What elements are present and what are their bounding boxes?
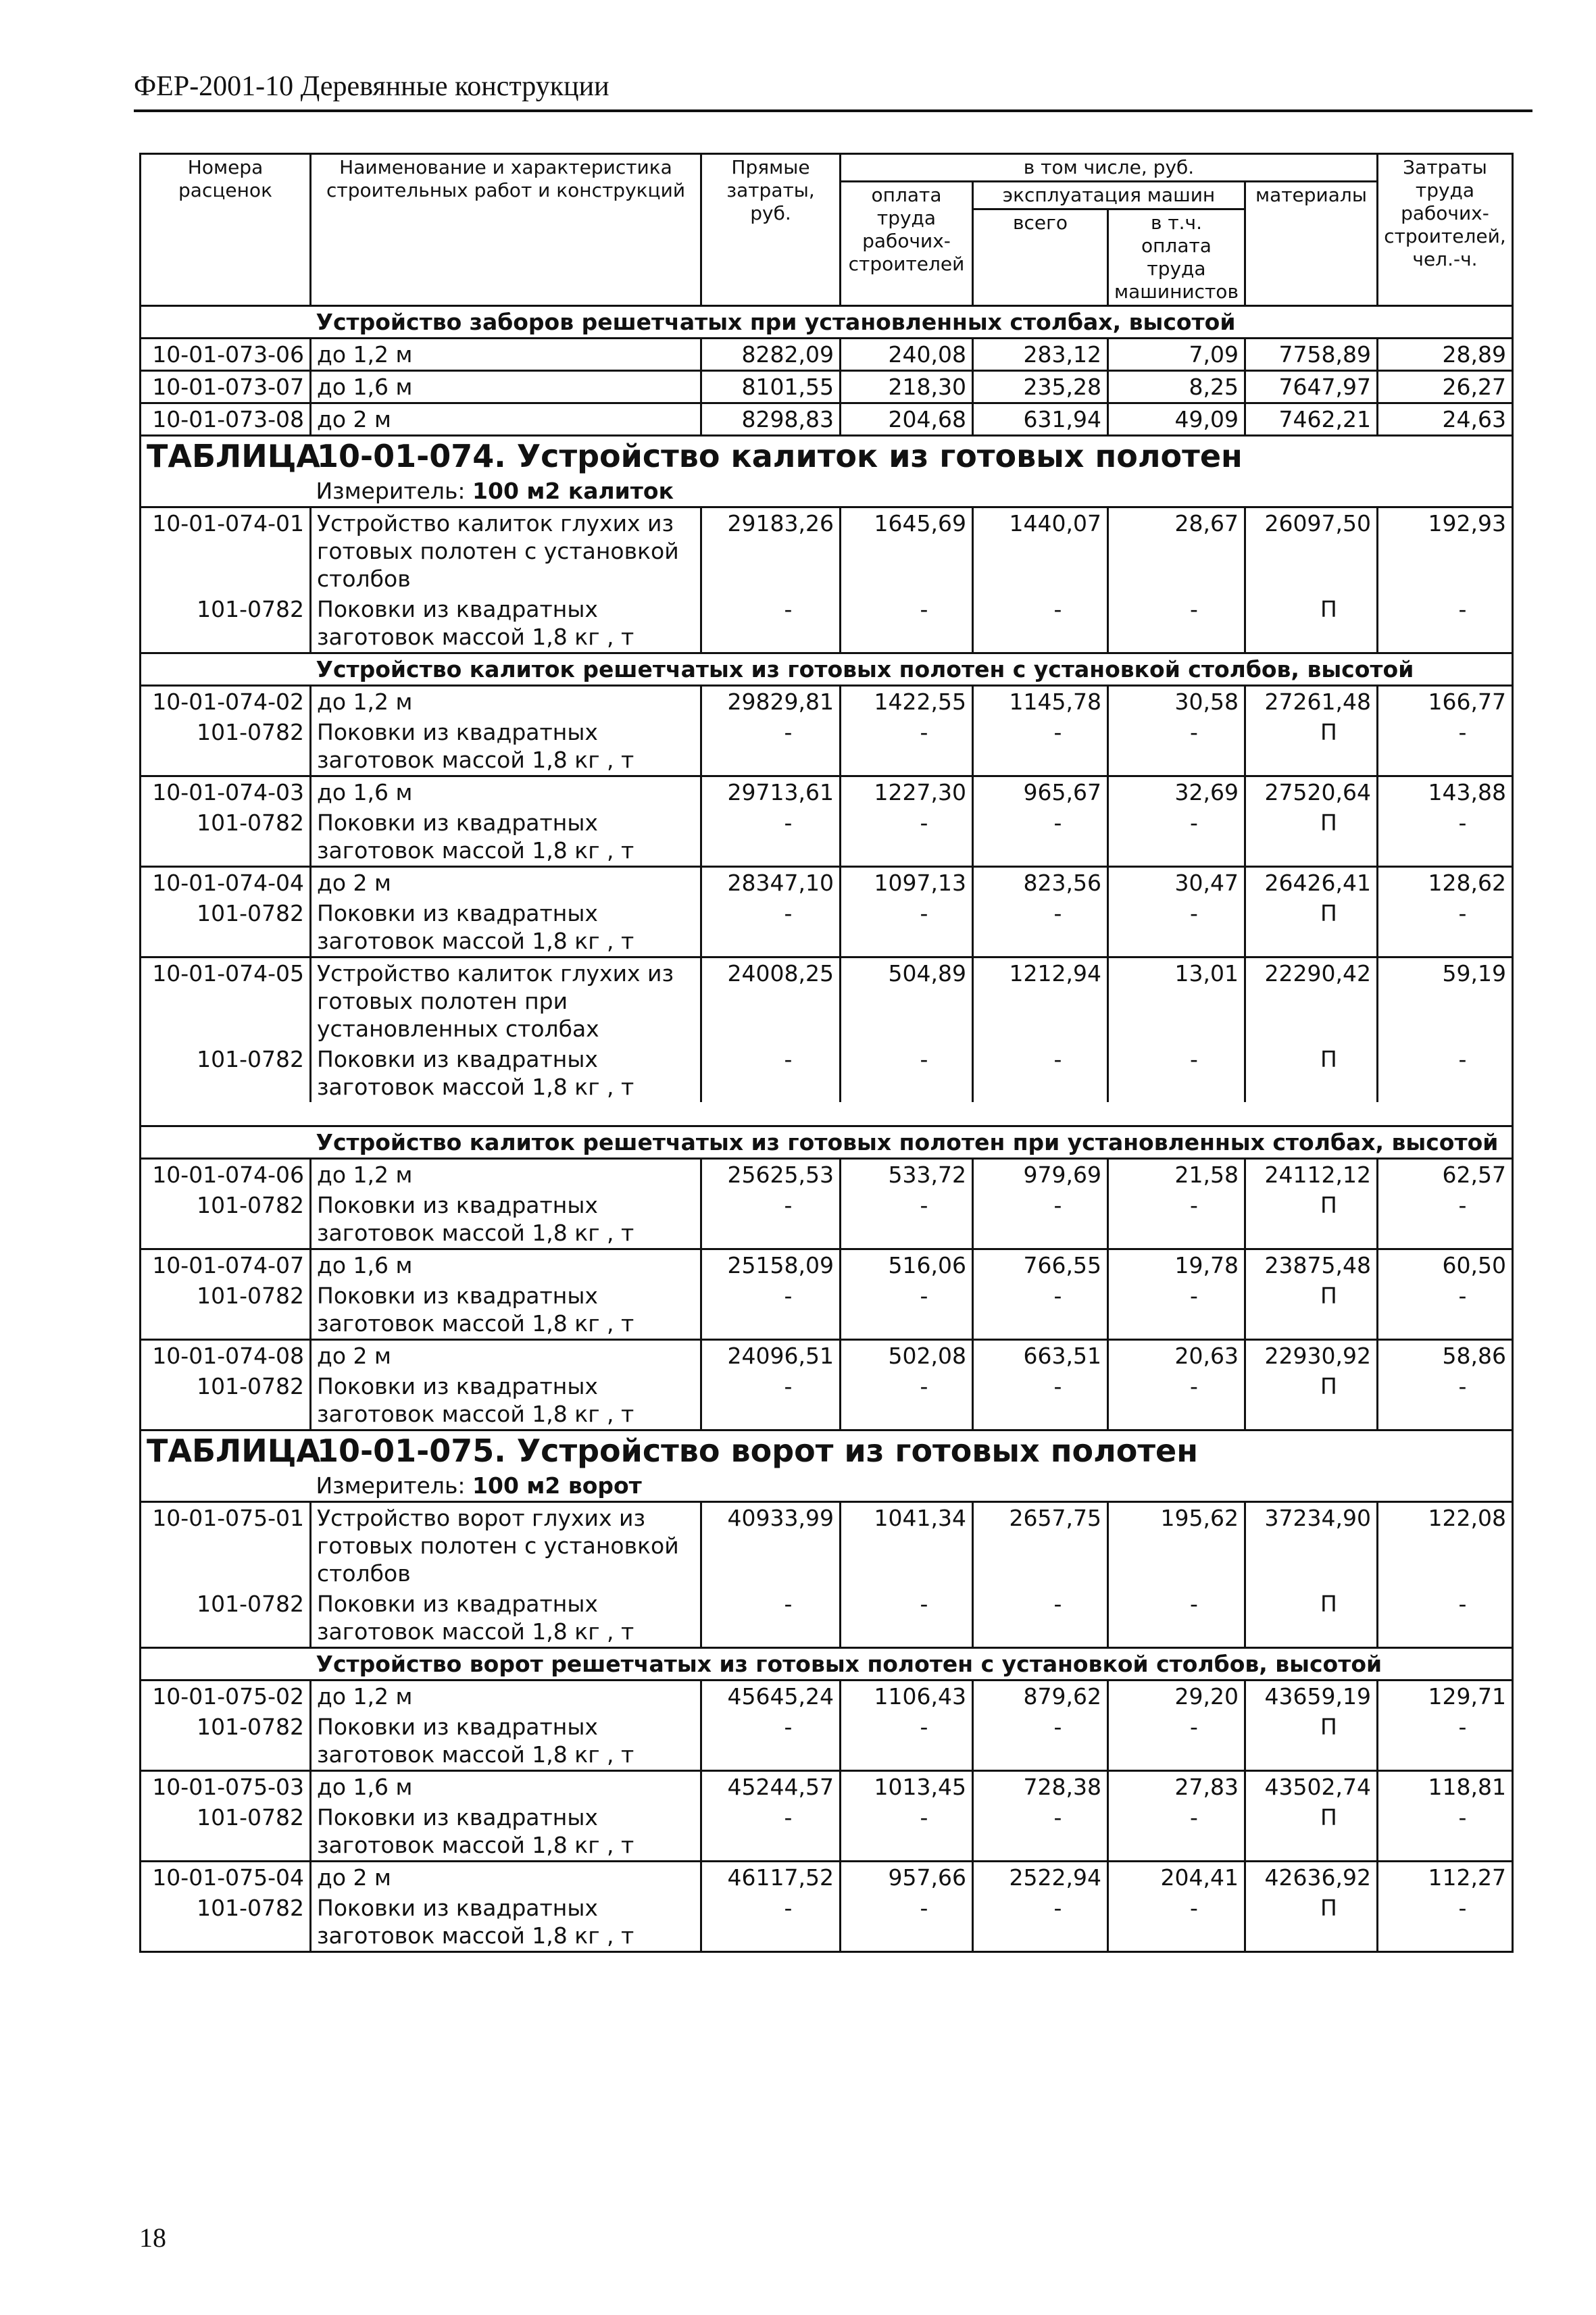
- cell-direct: -: [701, 594, 841, 653]
- cell-code: 10-01-074-01: [141, 507, 311, 595]
- cell-wages: 1645,69: [841, 507, 973, 595]
- cell-labor: -: [1377, 1280, 1512, 1340]
- cell-direct: -: [701, 717, 841, 776]
- col-name-header: Наименование и характеристика строительных работ и конструкций: [311, 154, 701, 306]
- cell-mach: 823,56: [973, 867, 1108, 899]
- cell-mat: П: [1245, 898, 1377, 957]
- cell-wages: 504,89: [841, 957, 973, 1045]
- table-row: [141, 686, 1513, 718]
- resource-row: [141, 1371, 1513, 1430]
- cell-name: Поковки из квадратных заготовок массой 1,8 кг , т: [311, 594, 701, 653]
- cell-labor: -: [1377, 1712, 1512, 1771]
- header-rule: [134, 109, 1532, 112]
- cell-labor: 112,27: [1377, 1862, 1512, 1893]
- cell-mach: -: [973, 717, 1108, 776]
- cell-labor: 59,19: [1377, 957, 1512, 1045]
- table-row: [141, 1502, 1513, 1589]
- cell-mach: 766,55: [973, 1249, 1108, 1281]
- measure-unit-value: 100 м2 калиток: [472, 478, 674, 504]
- resource-row: [141, 1190, 1513, 1249]
- cell-mat: 7647,97: [1245, 371, 1377, 403]
- cell-mat: П: [1245, 717, 1377, 776]
- cell-name: Устройство ворот глухих из готовых полотен с установкой столбов: [311, 1502, 701, 1589]
- cell-name: Поковки из квадратных заготовок массой 1,8 кг , т: [311, 1280, 701, 1340]
- cell-labor: 129,71: [1377, 1681, 1512, 1712]
- cell-mach: -: [973, 594, 1108, 653]
- cell-mach_w: -: [1108, 1712, 1245, 1771]
- cell-name: Поковки из квадратных заготовок массой 1,8 кг , т: [311, 1712, 701, 1771]
- cell-mach: -: [973, 1589, 1108, 1648]
- cell-mat: 27261,48: [1245, 686, 1377, 718]
- cell-code: 10-01-074-06: [141, 1159, 311, 1191]
- cell-name: Поковки из квадратных заготовок массой 1,8 кг , т: [311, 1371, 701, 1430]
- cell-mach_w: 7,09: [1108, 339, 1245, 371]
- cell-labor: -: [1377, 1802, 1512, 1862]
- cell-mat: 22290,42: [1245, 957, 1377, 1045]
- spacer-row: [141, 1102, 1513, 1126]
- cell-mach_w: -: [1108, 1280, 1245, 1340]
- cell-wages: 1422,55: [841, 686, 973, 718]
- cell-direct: -: [701, 1371, 841, 1430]
- cell-labor: -: [1377, 717, 1512, 776]
- cell-labor: 24,63: [1377, 403, 1512, 436]
- cell-name: Поковки из квадратных заготовок массой 1,8 кг , т: [311, 807, 701, 867]
- cell-mach: 631,94: [973, 403, 1108, 436]
- cell-direct: 45645,24: [701, 1681, 841, 1712]
- cell-wages: 1013,45: [841, 1771, 973, 1803]
- cell-direct: 8101,55: [701, 371, 841, 403]
- cell-direct: 29183,26: [701, 507, 841, 595]
- cell-wages: -: [841, 898, 973, 957]
- cell-mat: 37234,90: [1245, 1502, 1377, 1589]
- cell-code: 10-01-073-07: [141, 371, 311, 403]
- table-label: ТАБЛИЦА: [147, 1433, 321, 1469]
- table-row: [141, 1249, 1513, 1281]
- cell-mach: 2522,94: [973, 1862, 1108, 1893]
- cell-code: 101-0782: [141, 1371, 311, 1430]
- cell-labor: -: [1377, 1589, 1512, 1648]
- cell-wages: 1097,13: [841, 867, 973, 899]
- cell-code: 101-0782: [141, 594, 311, 653]
- section-heading: Устройство калиток решетчатых из готовых полотен при установленных столбах, высотой: [311, 1126, 1513, 1159]
- cell-labor: -: [1377, 898, 1512, 957]
- cell-labor: 166,77: [1377, 686, 1512, 718]
- cell-wages: 1227,30: [841, 776, 973, 808]
- cell-mat: П: [1245, 1280, 1377, 1340]
- cell-mat: 26426,41: [1245, 867, 1377, 899]
- cell-mat: П: [1245, 1893, 1377, 1952]
- cell-direct: -: [701, 1280, 841, 1340]
- page-number: 18: [139, 2222, 166, 2253]
- cell-wages: -: [841, 717, 973, 776]
- table-row: [141, 867, 1513, 899]
- cell-code: 101-0782: [141, 1044, 311, 1102]
- cell-direct: 24096,51: [701, 1340, 841, 1372]
- resource-row: [141, 1893, 1513, 1952]
- cell-wages: -: [841, 807, 973, 867]
- cell-code: 10-01-074-02: [141, 686, 311, 718]
- cell-mach_w: -: [1108, 1190, 1245, 1249]
- cell-mat: П: [1245, 1044, 1377, 1102]
- cell-wages: 502,08: [841, 1340, 973, 1372]
- col-machines-group-header: эксплуатация машин: [973, 182, 1245, 209]
- cell-mach_w: -: [1108, 1893, 1245, 1952]
- cell-code: 10-01-074-03: [141, 776, 311, 808]
- table-title-row: [141, 1430, 1513, 1471]
- cell-mach: 1440,07: [973, 507, 1108, 595]
- cell-wages: -: [841, 1893, 973, 1952]
- resource-row: [141, 898, 1513, 957]
- cell-code: 10-01-074-07: [141, 1249, 311, 1281]
- resource-row: [141, 807, 1513, 867]
- cell-name: Поковки из квадратных заготовок массой 1,8 кг , т: [311, 717, 701, 776]
- cell-labor: 118,81: [1377, 1771, 1512, 1803]
- cell-code: 10-01-074-05: [141, 957, 311, 1045]
- cell-name: до 1,6 м: [311, 371, 701, 403]
- cell-wages: 516,06: [841, 1249, 973, 1281]
- cell-name: Поковки из квадратных заготовок массой 1,8 кг , т: [311, 1190, 701, 1249]
- table-row: [141, 776, 1513, 808]
- cell-wages: -: [841, 1802, 973, 1862]
- cell-name: до 1,2 м: [311, 339, 701, 371]
- cell-name: Устройство калиток глухих из готовых полотен с установкой столбов: [311, 507, 701, 595]
- table-row: [141, 957, 1513, 1045]
- table-row: [141, 1862, 1513, 1893]
- measure-unit-value: 100 м2 ворот: [472, 1472, 642, 1499]
- cell-name: Поковки из квадратных заготовок массой 1,8 кг , т: [311, 1802, 701, 1862]
- cell-mach: -: [973, 1712, 1108, 1771]
- measure-unit-row: [141, 1470, 1513, 1502]
- cell-name: до 2 м: [311, 867, 701, 899]
- cell-mat: 22930,92: [1245, 1340, 1377, 1372]
- cell-name: до 1,6 м: [311, 1249, 701, 1281]
- cell-code: 101-0782: [141, 1802, 311, 1862]
- cell-mach_w: 13,01: [1108, 957, 1245, 1045]
- cell-labor: 128,62: [1377, 867, 1512, 899]
- cell-mach: 728,38: [973, 1771, 1108, 1803]
- cell-mach: 283,12: [973, 339, 1108, 371]
- col-machines-total-header: всего: [973, 209, 1108, 306]
- section-heading: Устройство калиток решетчатых из готовых полотен с установкой столбов, высотой: [311, 653, 1513, 686]
- section-heading-row: [141, 306, 1513, 339]
- resource-row: [141, 1802, 1513, 1862]
- cell-direct: 24008,25: [701, 957, 841, 1045]
- cell-code: 101-0782: [141, 1893, 311, 1952]
- cell-code: 101-0782: [141, 717, 311, 776]
- cell-mat: П: [1245, 1371, 1377, 1430]
- cell-code: 101-0782: [141, 807, 311, 867]
- cell-name: до 1,6 м: [311, 776, 701, 808]
- cell-mach: 1145,78: [973, 686, 1108, 718]
- cell-mach: -: [973, 1371, 1108, 1430]
- table-row: [141, 507, 1513, 595]
- cell-direct: 46117,52: [701, 1862, 841, 1893]
- table-title: 10-01-074. Устройство калиток из готовых полотен: [317, 438, 1243, 474]
- cell-mat: 23875,48: [1245, 1249, 1377, 1281]
- cell-labor: 28,89: [1377, 339, 1512, 371]
- section-heading: Устройство ворот решетчатых из готовых полотен с установкой столбов, высотой: [311, 1648, 1513, 1681]
- cell-wages: 533,72: [841, 1159, 973, 1191]
- cell-mach: -: [973, 807, 1108, 867]
- cell-mach_w: 30,58: [1108, 686, 1245, 718]
- cell-mach_w: -: [1108, 1802, 1245, 1862]
- cell-direct: 28347,10: [701, 867, 841, 899]
- cell-mach_w: 8,25: [1108, 371, 1245, 403]
- cell-mach: -: [973, 1044, 1108, 1102]
- cell-direct: 8298,83: [701, 403, 841, 436]
- cell-mach_w: -: [1108, 807, 1245, 867]
- cell-mach: -: [973, 1190, 1108, 1249]
- cell-labor: 62,57: [1377, 1159, 1512, 1191]
- cell-code: 10-01-075-04: [141, 1862, 311, 1893]
- cell-code: 10-01-073-06: [141, 339, 311, 371]
- section-heading-row: [141, 653, 1513, 686]
- cell-code: 10-01-075-02: [141, 1681, 311, 1712]
- cell-wages: 204,68: [841, 403, 973, 436]
- cell-labor: 192,93: [1377, 507, 1512, 595]
- cell-mach: 1212,94: [973, 957, 1108, 1045]
- cell-mat: П: [1245, 1589, 1377, 1648]
- cell-mach_w: 204,41: [1108, 1862, 1245, 1893]
- cell-direct: -: [701, 1712, 841, 1771]
- cell-name: до 1,2 м: [311, 686, 701, 718]
- cell-direct: -: [701, 1893, 841, 1952]
- cell-labor: 122,08: [1377, 1502, 1512, 1589]
- cell-mat: 27520,64: [1245, 776, 1377, 808]
- cell-mach: 235,28: [973, 371, 1108, 403]
- cell-direct: 45244,57: [701, 1771, 841, 1803]
- cell-mach: 979,69: [973, 1159, 1108, 1191]
- resource-row: [141, 1589, 1513, 1648]
- table-row: [141, 1159, 1513, 1191]
- cell-wages: -: [841, 1589, 973, 1648]
- table-row: [141, 371, 1513, 403]
- cell-name: Поковки из квадратных заготовок массой 1,8 кг , т: [311, 1893, 701, 1952]
- cell-mach_w: 49,09: [1108, 403, 1245, 436]
- cell-mat: 7758,89: [1245, 339, 1377, 371]
- measure-unit-row: [141, 476, 1513, 507]
- cell-name: до 2 м: [311, 1862, 701, 1893]
- cell-mach: -: [973, 898, 1108, 957]
- cell-code: 10-01-075-01: [141, 1502, 311, 1589]
- cell-labor: -: [1377, 1044, 1512, 1102]
- cell-name: до 2 м: [311, 1340, 701, 1372]
- cell-direct: -: [701, 1044, 841, 1102]
- resource-row: [141, 1044, 1513, 1102]
- cell-labor: -: [1377, 1190, 1512, 1249]
- cell-wages: 240,08: [841, 339, 973, 371]
- cell-name: Поковки из квадратных заготовок массой 1,8 кг , т: [311, 898, 701, 957]
- cell-wages: -: [841, 594, 973, 653]
- cell-code: 10-01-074-04: [141, 867, 311, 899]
- cell-code: 101-0782: [141, 1589, 311, 1648]
- cell-mach: 879,62: [973, 1681, 1108, 1712]
- table-label: ТАБЛИЦА: [147, 438, 321, 474]
- cell-mat: 7462,21: [1245, 403, 1377, 436]
- cell-labor: -: [1377, 807, 1512, 867]
- page-header: ФЕР-2001-10 Деревянные конструкции: [134, 71, 609, 102]
- cell-code: 101-0782: [141, 1712, 311, 1771]
- cell-mach_w: 21,58: [1108, 1159, 1245, 1191]
- cell-direct: 8282,09: [701, 339, 841, 371]
- cell-mat: П: [1245, 594, 1377, 653]
- cell-mach_w: 32,69: [1108, 776, 1245, 808]
- table-title-row: [141, 436, 1513, 476]
- measure-unit-label: Измеритель:: [316, 478, 466, 504]
- cell-code: 101-0782: [141, 1190, 311, 1249]
- table-body: [141, 306, 1513, 1952]
- cell-mach_w: 29,20: [1108, 1681, 1245, 1712]
- cell-code: 101-0782: [141, 898, 311, 957]
- cell-name: до 1,2 м: [311, 1681, 701, 1712]
- cell-wages: -: [841, 1190, 973, 1249]
- cell-mat: П: [1245, 1712, 1377, 1771]
- col-wages-header: оплата труда рабочих-строителей: [841, 182, 973, 306]
- col-machines-wages-header: в т.ч. оплата труда машинистов: [1108, 209, 1245, 306]
- cell-wages: -: [841, 1712, 973, 1771]
- cell-mach_w: -: [1108, 1044, 1245, 1102]
- section-heading-row: [141, 1648, 1513, 1681]
- cell-mach: 965,67: [973, 776, 1108, 808]
- cell-direct: 25625,53: [701, 1159, 841, 1191]
- section-heading-row: [141, 1126, 1513, 1159]
- col-incl-group-header: в том числе, руб.: [841, 154, 1378, 182]
- resource-row: [141, 1712, 1513, 1771]
- cell-name: до 1,2 м: [311, 1159, 701, 1191]
- cell-mat: П: [1245, 1190, 1377, 1249]
- cell-mach: -: [973, 1280, 1108, 1340]
- cell-wages: 1041,34: [841, 1502, 973, 1589]
- cell-mat: 43502,74: [1245, 1771, 1377, 1803]
- cell-mat: П: [1245, 1802, 1377, 1862]
- cell-name: до 2 м: [311, 403, 701, 436]
- cell-name: Поковки из квадратных заготовок массой 1,8 кг , т: [311, 1589, 701, 1648]
- cell-direct: -: [701, 1190, 841, 1249]
- cell-mach: 2657,75: [973, 1502, 1108, 1589]
- cell-mat: 26097,50: [1245, 507, 1377, 595]
- cell-mach_w: -: [1108, 1371, 1245, 1430]
- cell-mach: 663,51: [973, 1340, 1108, 1372]
- cell-wages: -: [841, 1371, 973, 1430]
- resource-row: [141, 1280, 1513, 1340]
- cell-labor: -: [1377, 1371, 1512, 1430]
- table-title: 10-01-075. Устройство ворот из готовых полотен: [317, 1433, 1199, 1469]
- cell-code: 10-01-074-08: [141, 1340, 311, 1372]
- cell-mach_w: 30,47: [1108, 867, 1245, 899]
- cell-labor: 58,86: [1377, 1340, 1512, 1372]
- cell-code: 10-01-075-03: [141, 1771, 311, 1803]
- cell-labor: 143,88: [1377, 776, 1512, 808]
- cell-wages: 218,30: [841, 371, 973, 403]
- cell-mat: 42636,92: [1245, 1862, 1377, 1893]
- cell-direct: 40933,99: [701, 1502, 841, 1589]
- cell-direct: -: [701, 898, 841, 957]
- cell-direct: 25158,09: [701, 1249, 841, 1281]
- section-heading: Устройство заборов решетчатых при установленных столбах, высотой: [311, 306, 1513, 339]
- cell-mach_w: 195,62: [1108, 1502, 1245, 1589]
- cell-code: 10-01-073-08: [141, 403, 311, 436]
- cell-mach: -: [973, 1802, 1108, 1862]
- cell-mat: П: [1245, 807, 1377, 867]
- cell-mach_w: -: [1108, 898, 1245, 957]
- cell-mach_w: 27,83: [1108, 1771, 1245, 1803]
- cell-mach: -: [973, 1893, 1108, 1952]
- cell-mach_w: 28,67: [1108, 507, 1245, 595]
- col-code-header: Номера расценок: [141, 154, 311, 306]
- col-direct-header: Прямые затраты, руб.: [701, 154, 841, 306]
- resource-row: [141, 594, 1513, 653]
- cell-labor: -: [1377, 1893, 1512, 1952]
- table-row: [141, 1340, 1513, 1372]
- cell-direct: 29713,61: [701, 776, 841, 808]
- cell-mat: 43659,19: [1245, 1681, 1377, 1712]
- cell-mach_w: 20,63: [1108, 1340, 1245, 1372]
- cell-mach_w: -: [1108, 717, 1245, 776]
- cell-direct: -: [701, 1802, 841, 1862]
- cell-wages: 1106,43: [841, 1681, 973, 1712]
- cell-direct: 29829,81: [701, 686, 841, 718]
- cell-name: Устройство калиток глухих из готовых полотен при установленных столбах: [311, 957, 701, 1045]
- cell-name: до 1,6 м: [311, 1771, 701, 1803]
- table-row: [141, 1771, 1513, 1803]
- cell-mach_w: -: [1108, 594, 1245, 653]
- cell-direct: -: [701, 807, 841, 867]
- col-materials-header: материалы: [1245, 182, 1377, 306]
- col-labor-header: Затраты труда рабочих-строителей, чел.-ч.: [1377, 154, 1512, 306]
- cell-wages: -: [841, 1280, 973, 1340]
- cell-wages: 957,66: [841, 1862, 973, 1893]
- cell-labor: 60,50: [1377, 1249, 1512, 1281]
- cell-mach_w: 19,78: [1108, 1249, 1245, 1281]
- table-row: [141, 403, 1513, 436]
- cell-direct: -: [701, 1589, 841, 1648]
- measure-unit-label: Измеритель:: [316, 1472, 466, 1499]
- price-table: [139, 153, 1514, 1953]
- cell-labor: 26,27: [1377, 371, 1512, 403]
- cell-wages: -: [841, 1044, 973, 1102]
- resource-row: [141, 717, 1513, 776]
- cell-mach_w: -: [1108, 1589, 1245, 1648]
- cell-code: 101-0782: [141, 1280, 311, 1340]
- table-row: [141, 1681, 1513, 1712]
- cell-mat: 24112,12: [1245, 1159, 1377, 1191]
- table-row: [141, 339, 1513, 371]
- cell-labor: -: [1377, 594, 1512, 653]
- cell-name: Поковки из квадратных заготовок массой 1,8 кг , т: [311, 1044, 701, 1102]
